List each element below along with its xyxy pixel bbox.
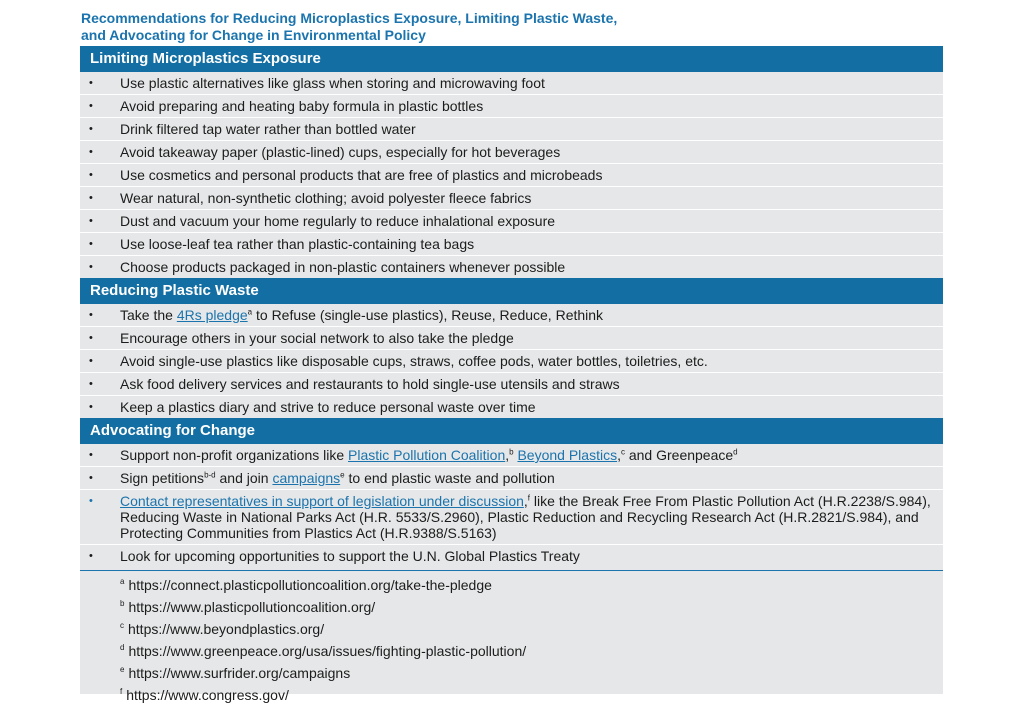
list-item (80, 256, 943, 278)
list-item (80, 141, 943, 164)
footnote-mark: b (120, 599, 125, 609)
footnote-mark: a (120, 577, 125, 587)
exposure-list (80, 72, 943, 278)
list-item (80, 304, 943, 327)
bullet: • (89, 355, 93, 367)
recommendations-table (80, 46, 943, 703)
footnote-mark: b (509, 447, 514, 457)
comma: , (505, 447, 510, 463)
item-text: Use plastic alternatives like glass when storing and microwaving foot (120, 75, 545, 91)
bullet: • (89, 261, 93, 273)
footnote-mark: f (527, 493, 531, 503)
footnote-url: https://www.plasticpollutioncoalition.org/ (128, 599, 376, 615)
footnotes-list (80, 571, 943, 706)
item-text: Sign petitions (120, 470, 205, 486)
item-text: like the Break Free From Plastic Pollution Act (H.R.2238/S.984), Reducing Waste in National Parks Act (H.R. 5533/S.2960), Plastic Reduction and Recycling Research Act (H.R.2821/S.984), and Protecting Communities from Plastics Act (H.R.9388/S.5163) (120, 493, 931, 541)
list-item (80, 373, 943, 396)
bullet: • (89, 77, 93, 89)
footnote-mark: d (733, 447, 738, 457)
item-text: Look for upcoming opportunities to support the U.N. Global Plastics Treaty (120, 548, 580, 564)
item-text: Take the (120, 307, 177, 323)
section-header-advocacy: Advocating for Change (80, 418, 943, 444)
footnote-url: https://www.greenpeace.org/usa/issues/fighting-plastic-pollution/ (128, 643, 527, 659)
item-text: and join (215, 470, 273, 486)
footnote-mark: c (120, 621, 124, 631)
item-text: Avoid single-use plastics like disposable cups, straws, coffee pods, water bottles, toiletries, etc. (120, 353, 708, 369)
bullet: • (89, 238, 93, 250)
footnote-mark: f (120, 687, 123, 697)
footnote-url: https://www.surfrider.org/campaigns (128, 665, 351, 681)
bullet: • (89, 169, 93, 181)
list-item (80, 444, 943, 467)
campaigns-link[interactable]: campaigns (272, 470, 341, 486)
section-header-waste: Reducing Plastic Waste (80, 278, 943, 304)
footnote-item (80, 684, 943, 706)
advocacy-list (80, 444, 943, 567)
title-line-1: Recommendations for Reducing Microplastics Exposure, Limiting Plastic Waste, (81, 10, 618, 26)
footnote-url: https://connect.plasticpollutioncoalition.org/take-the-pledge (128, 577, 492, 593)
pledge-link[interactable]: 4Rs pledge (176, 307, 248, 323)
footnote-item (80, 618, 943, 640)
title-line-2: and Advocating for Change in Environmental Policy (81, 27, 426, 43)
item-text: Ask food delivery services and restaurants to hold single-use utensils and straws (120, 376, 620, 392)
item-text: to end plastic waste and pollution (344, 470, 555, 486)
footnote-url: https://www.beyondplastics.org/ (128, 621, 325, 637)
item-text: and Greenpeace (624, 447, 734, 463)
item-text: Dust and vacuum your home regularly to reduce inhalational exposure (120, 213, 556, 229)
list-item (80, 350, 943, 373)
item-text: Encourage others in your social network to also take the pledge (120, 330, 514, 346)
bullet: • (89, 472, 93, 484)
footnote-url: https://www.congress.gov/ (126, 687, 289, 703)
item-text: Choose products packaged in non-plastic containers whenever possible (120, 259, 566, 275)
comma: , (617, 447, 621, 463)
item-text: Wear natural, non-synthetic clothing; avoid polyester fleece fabrics (120, 190, 532, 206)
bullet: • (89, 215, 93, 227)
list-item (80, 545, 943, 567)
section-header-exposure: Limiting Microplastics Exposure (80, 46, 943, 72)
contact-representatives-link[interactable]: Contact representatives in support of legislation under discussion (120, 493, 524, 509)
bullet: • (89, 123, 93, 135)
beyond-plastics-link[interactable]: Beyond Plastics (517, 447, 618, 463)
list-item (80, 164, 943, 187)
list-item (80, 396, 943, 418)
item-text: Avoid takeaway paper (plastic-lined) cups, especially for hot beverages (120, 144, 561, 160)
bullet: • (89, 146, 93, 158)
waste-list (80, 304, 943, 418)
item-text: Drink filtered tap water rather than bottled water (120, 121, 416, 137)
bullet: • (89, 449, 93, 461)
footnote-mark: b-d (204, 470, 216, 480)
plastic-pollution-coalition-link[interactable]: Plastic Pollution Coalition (348, 447, 506, 463)
item-text: to Refuse (single-use plastics), Reuse, Reduce, Rethink (252, 307, 604, 323)
list-item (80, 467, 943, 490)
footnote-mark: c (620, 447, 625, 457)
item-text: Keep a plastics diary and strive to reduce personal waste over time (120, 399, 536, 415)
footnote-item (80, 596, 943, 618)
list-item (80, 118, 943, 141)
list-item (80, 95, 943, 118)
list-item (80, 72, 943, 95)
bullet: • (89, 309, 93, 321)
list-item (80, 210, 943, 233)
footnote-item (80, 662, 943, 684)
bullet: • (89, 100, 93, 112)
bullet: • (89, 550, 93, 562)
footnote-item (80, 640, 943, 662)
footnote-mark: e (120, 665, 125, 675)
bullet: • (89, 332, 93, 344)
footnote-item (80, 574, 943, 596)
list-item (80, 187, 943, 210)
list-item (80, 327, 943, 350)
list-item (80, 233, 943, 256)
item-text: Avoid preparing and heating baby formula in plastic bottles (120, 98, 484, 114)
footnote-mark: a (247, 307, 253, 317)
item-text: Use cosmetics and personal products that are free of plastics and microbeads (120, 167, 603, 183)
bullet: • (89, 401, 93, 413)
bullet: • (89, 192, 93, 204)
item-text: Support non-profit organizations like (120, 447, 349, 463)
footnote-mark: d (120, 643, 125, 653)
bullet: • (89, 378, 93, 390)
list-item (80, 490, 943, 545)
footnote-mark: e (340, 470, 345, 480)
item-text: Use loose-leaf tea rather than plastic-containing tea bags (120, 236, 475, 252)
comma: , (523, 493, 528, 509)
bullet: • (89, 495, 93, 507)
page-title (81, 10, 941, 44)
